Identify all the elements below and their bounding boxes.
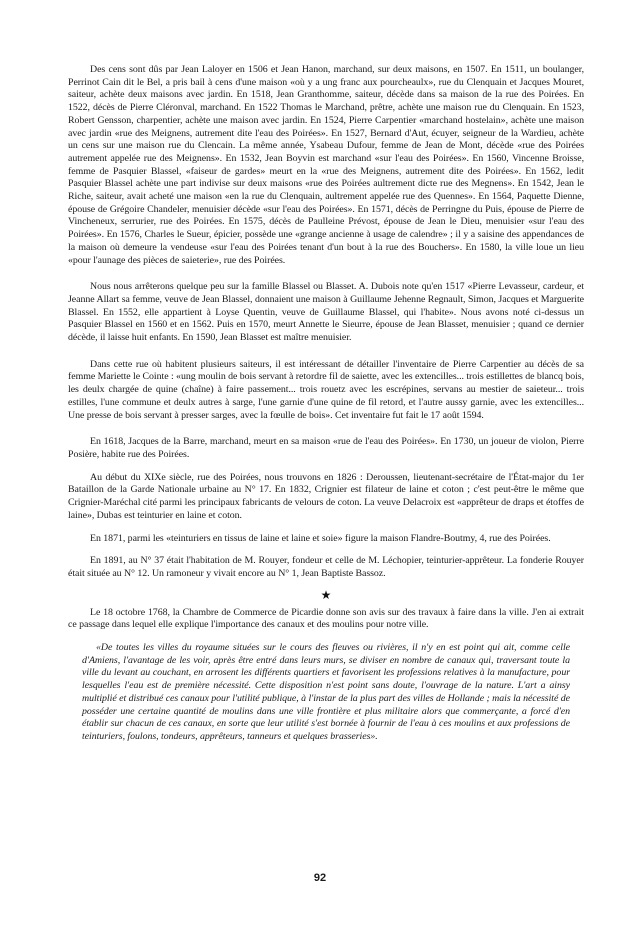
- quotation-block: «De toutes les villes du royaume situées sur le cours des fleuves ou rivières, il n'y en est point qui ait, comme celle d'Amiens, l'avantage de les voir, après être entré dans leurs murs, se diviser en nombre de canaux qui, traversant toute la ville du levant au couchant, en arrosent les différents quartiers et favorisent les professions relatives à la manufacture, pour lesquelles l'eau est de première nécessité. Cette disposition n'est point sans doute, l'ouvrage de la nature. L'art a ainsy multiplié et distribué ces canaux pour l'utilité publique, à l'instar de la plus part des villes de Hollande ; mais la nécessité de posséder une certaine quantité de moulins dans une ville frontière et plus militaire alors que commerçante, a forcé d'en établir sur chacun de ces canaux, en sorte que leur utilité s'est bornée à fournir de l'eau à ces moulins et aux professions de teinturiers, foulons, tondeurs, apprêteurs, tanneurs et quelques brasseries».: [82, 642, 570, 742]
- paragraph-cens: Des cens sont dûs par Jean Laloyer en 1506 et Jean Hanon, marchand, sur deux maisons, en 1507. En 1511, un boulanger, Perrinot Cain dit le Bel, a pris bail à cens d'une maison «où y a ung franc aux pourcheaulx», rue du Clenquain et Jacques Mouret, saiteur, achète deux maisons avec jardin. En 1518, Jean Granthomme, saiteur, décède dans sa maison de la rue des Poirées. En 1522, décès de Pierre Cléronval, marchand. En 1522 Thomas le Marchand, prêtre, achète une maison rue du Clenquain. En 1523, Robert Gensson, charpentier, achète une maison avec jardin. En 1524, Pierre Carpentier «marchand hostelain», achète une maison avec jardin «rue des Meignens, autrement dite l'eau des Poirées». En 1527, Bernard d'Aut, écuyer, seigneur de la Wardieu, achète un cens sur une maison rue du Clencain. La même année, Ysabeau Dufour, femme de Jean de Mont, décède «rue des Poirées autrement appelée rue des Meignens». En 1532, Jean Boyvin est marchand «sur l'eau des Poirées». En 1560, Vincenne Broisse, femme de Pasquier Blassel, «faiseur de gardes» meurt en la «rue des Meignens, autrement dite des Poirées». En 1562, ledit Pasquier Blassel achète une part indivise sur deux maisons «rue des Poirées aultrement dicte rue des Megnens». En 1542, Jean le Riche, saiteur, avait acheté une maison «en la rue du Clenquain, aultrement appelée rue des Quennes». En 1564, Paquette Dienne, épouse de Grégoire Chandeler, menuisier décède «sur l'eau des Poirées». En 1571, décès de Perringne du Puis, épouse de Pierre de Vincheneux, serrurier, rue des Poirées. En 1575, décès de Paulleine Prévost, épouse de Jean le Dieu, menuisier «sur l'eau des Poirées». En 1576, Charles le Sueur, épicier, possède une «grange ancienne à usage de calendre» ; il y a saisine des appendances de la maison où demeure la vendeuse «sur l'eau des Poirées tenant d'un bout à la rue des Bouchers». En 1580, la ville loue un lieu «pour l'aunage des pièces de saieterie», rue des Poirées.: [68, 64, 584, 266]
- page-number: 92: [313, 872, 327, 884]
- text-column: [68, 64, 584, 744]
- paragraph-1871: En 1871, parmi les «teinturiers en tissus de laine et laine et soie» figure la maison Flandre-Boutmy, 4, rue des Poirées.: [90, 532, 551, 544]
- paragraph-inventaire: Dans cette rue où habitent plusieurs saiteurs, il est intéressant de détailler l'inventaire de Pierre Carpentier au décès de sa femme Mariette le Cointe : «ung moulin de bois servant à retordre fil de saiette, avec les extencilles... trois estillettes de blancq bois, les deulx chargée de quine (chaîne) à faire passement... trois rouetz avec les escrépines, servans au mestier de saieteur... trois estilles, l'une commune et deulx autres à sarge, l'une garnie d'une quine de fil retord, et l'autre aussy garnie, avec les extencilles... Une presse de bois servant à presser sarges, avec la fœulle de bois». Cet inventaire fut fait le 17 août 1594.: [68, 358, 584, 421]
- paragraph-1891: En 1891, au N° 37 était l'habitation de M. Rouyer, fondeur et celle de M. Léchopier, teinturier-apprêteur. La fonderie Rouyer était située au N° 12. Un ramoneur y vivait encore au N° 1, Jean Baptiste Bassoz.: [68, 555, 584, 579]
- paragraph-1618: En 1618, Jacques de la Barre, marchand, meurt en sa maison «rue de l'eau des Poirées». En 1730, un joueur de violon, Pierre Posière, habite rue des Poirées.: [68, 436, 584, 460]
- star-separator: ★: [320, 587, 332, 602]
- paragraph-blassel: Nous nous arrêterons quelque peu sur la famille Blassel ou Blasset. A. Dubois note qu'en 1517 «Pierre Levasseur, cardeur, et Jeanne Allart sa femme, veuve de Jean Blassel, donnaient une maison à Guillaume Jehenne Regnault, Simon, Jacques et Marguerite Blassel. En 1552, elle appartient à Loyse Quentin, veuve de Guillaume Blassel, qui l'habite». Nous avons noté ci-dessus un Pasquier Blassel en 1560 et en 1562. Puis en 1570, meurt Annette le Sieurre, épouse de Jean Blasset, menuisier ; quand ce dernier décède, il laisse huit enfants. En 1590, Jean Blasset est maître menuisier.: [68, 281, 584, 344]
- paragraph-xixe-siecle: Au début du XIXe siècle, rue des Poirées, nous trouvons en 1826 : Deroussen, lieutenant-secrétaire de l'État-major du 1er Bataillon de la Garde Nationale urbaine au N° 17. En 1832, Crignier est filateur de laine et coton ; c'est peut-être le même que Crignier-Maréchal cité parmi les principaux fabricants de velours de coton. La veuve Delacroix est «apprêteur de draps et étoffes de laine», Dubas est teinturier en laine et coton.: [68, 471, 584, 521]
- paragraph-1768: Le 18 octobre 1768, la Chambre de Commerce de Picardie donne son avis sur des travaux à faire dans la ville. J'en ai extrait ce passage dans lequel elle explique l'importance des canaux et des moulins pour notre ville.: [68, 606, 584, 631]
